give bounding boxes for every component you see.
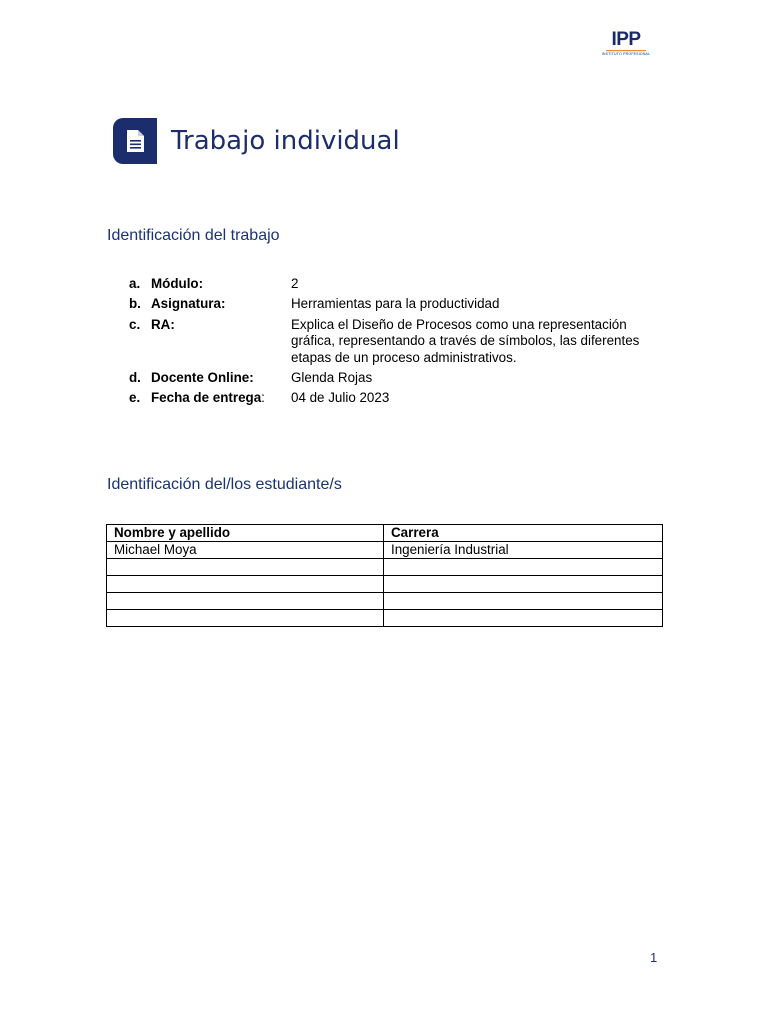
table-row bbox=[107, 610, 663, 627]
ipp-logo bbox=[598, 30, 654, 62]
list-label bbox=[151, 276, 291, 292]
list-letter: e. bbox=[129, 390, 141, 406]
list-value: 04 de Julio 2023 bbox=[291, 390, 390, 406]
list-value: Explica el Diseño de Procesos como una representación gráfica, representando a través de símbolos, las diferentes etapas de un proceso administrativos. bbox=[291, 316, 640, 365]
table-cell bbox=[384, 576, 663, 593]
work-identification-list bbox=[129, 276, 669, 411]
list-item-fecha bbox=[129, 390, 669, 406]
list-letter: b. bbox=[129, 296, 141, 312]
table-header-row bbox=[107, 525, 663, 542]
page-title: Trabajo individual bbox=[171, 126, 400, 156]
list-letter: a. bbox=[129, 276, 141, 291]
table-cell bbox=[107, 593, 384, 610]
list-item-asignatura bbox=[129, 296, 669, 312]
list-item-ra bbox=[129, 317, 669, 366]
list-letter: c. bbox=[129, 316, 141, 332]
logo-text: IPP bbox=[611, 29, 641, 50]
label-text: Docente Online: bbox=[151, 370, 254, 386]
list-label bbox=[151, 317, 291, 366]
table-cell: Michael Moya bbox=[107, 542, 384, 559]
label-text: RA: bbox=[151, 316, 175, 332]
list-item-docente bbox=[129, 370, 669, 386]
table-cell bbox=[384, 593, 663, 610]
list-letter: d. bbox=[129, 370, 141, 386]
table-cell bbox=[107, 610, 384, 627]
label-text: Fecha de entrega bbox=[151, 390, 262, 406]
work-identification-heading: Identificación del trabajo bbox=[107, 227, 280, 244]
table-row bbox=[107, 542, 663, 559]
table-cell bbox=[384, 559, 663, 576]
column-header-name: Nombre y apellido bbox=[107, 525, 384, 542]
document-icon bbox=[113, 118, 157, 164]
list-item-modulo bbox=[129, 276, 669, 292]
list-label bbox=[151, 370, 291, 386]
label-text: Asignatura: bbox=[151, 296, 226, 312]
list-label bbox=[151, 296, 291, 312]
column-header-career: Carrera bbox=[384, 525, 663, 542]
table-cell bbox=[384, 610, 663, 627]
label-text: Módulo: bbox=[151, 276, 204, 291]
logo-subtitle: INSTITUTO PROFESIONAL bbox=[601, 52, 651, 56]
table-row bbox=[107, 559, 663, 576]
table-cell: Ingeniería Industrial bbox=[384, 542, 663, 559]
students-table bbox=[106, 524, 663, 627]
page-number: 1 bbox=[650, 950, 658, 965]
list-value: Glenda Rojas bbox=[291, 370, 373, 386]
list-value: Herramientas para la productividad bbox=[291, 296, 500, 312]
table-row bbox=[107, 576, 663, 593]
list-value: 2 bbox=[291, 276, 299, 291]
table-cell bbox=[107, 576, 384, 593]
table-cell bbox=[107, 559, 384, 576]
table-row bbox=[107, 593, 663, 610]
list-label bbox=[151, 390, 291, 406]
students-heading: Identificación del/los estudiante/s bbox=[107, 476, 342, 493]
label-suffix: : bbox=[261, 390, 265, 406]
